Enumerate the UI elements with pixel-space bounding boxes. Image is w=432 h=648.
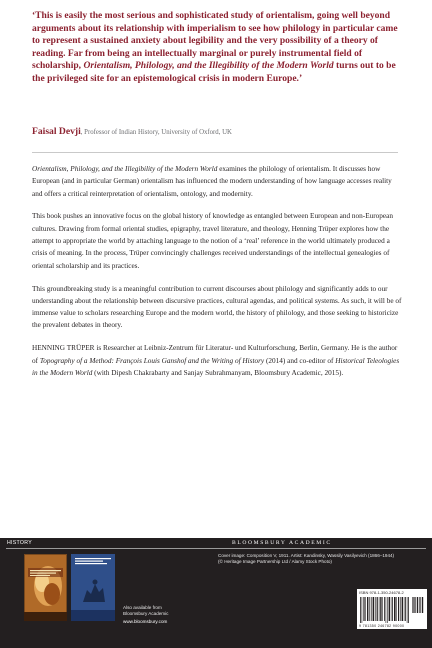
related-book-cover-2 [71,554,115,621]
cover-credit [218,553,428,566]
description-paragraph-2: This book pushes an innovative focus on the global history of knowledge as entangled between European and non-European cultures. Drawing from formal oriental studies, epigraphy, travel literature, and theology, Henning Trüper explores how the attempt to appropriate the world by attaching language to the notion of a ‘real’ reference in the world ultimately produced a crisis of meaning. In the process, Trüper convincingly challenges received understandings of the intellectual genealogies of oriental scholarship and its practices. [32,212,393,270]
quote-text-2: turns out to be the privileged site for an epistemological crisis in modern Europe.’ [32,60,396,84]
endorsement-quote [32,10,404,86]
endorser-role: , Professor of Indian History, University of Oxford, UK [80,129,232,136]
website-link[interactable]: www.bloomsbury.com [123,619,168,624]
bio-book-1: Topography of a Method: François Louis Ganshof and the Writing of History [39,356,265,365]
book-description [32,163,404,390]
barcode [357,589,427,629]
book-cover-image-1 [24,554,67,621]
footer-rule [6,548,426,549]
publisher-name: BLOOMSBURY ACADEMIC [232,540,332,546]
also-available-label: Also available from Bloomsbury Academic [123,605,169,616]
endorser-name: Faisal Devji [32,126,81,137]
quote-book-title: Orientalism, Philology, and the Illegibility of the Modern World [83,60,334,72]
cover-credit-line: Cover image: Composition V, 1911. Artist: Kandinsky, Wassily Vasilyevich (1866–1944) [218,553,395,558]
section-divider [32,152,398,153]
bio-book-2: Historical Teleologies in the Modern World [32,356,400,377]
description-book-title: Orientalism, Philology, and the Illegibility of the Modern World [32,165,218,173]
bio-text-2: (2014) and co-editor of [264,356,336,365]
price-code: 90000 [392,624,405,628]
description-text-1: examines the philology of orientalism. It discusses how European (and in particular German) orientalism has influenced the modern understanding of how language accesses reality and offers a critical reinterpretation of orientalism, ontology, and modernity. [32,165,392,198]
related-book-cover-1 [24,554,67,621]
author-bio [32,342,404,379]
quote-attribution [32,126,412,138]
barcode-digits: 9 781350 246782 [359,624,392,628]
bio-text-3: (with Dipesh Chakrabarty and Sanjay Subrahmanyam, Bloomsbury Academic, 2015). [92,368,344,377]
quote-text-1: ‘This is easily the most serious and sophisticated study of orientalism, going well beyond arguments about its relationship with imperialism to see how philology in particular came to represent a sustained anxiety about legibility and the very possibility of a theory of reading. Far from being an intellectually marginal or purely instrumental field of scholarship, [32,10,398,72]
book-cover-image-2 [71,554,115,621]
author-name: HENNING TRÜPER [32,344,95,353]
bio-text-1: is Researcher at Leibniz-Zentrum für Literatur- und Kulturforschung, Berlin, Germany. He is the author of [32,344,398,365]
barcode-image [357,589,427,629]
barcode-number [359,624,404,628]
description-paragraph-1 [32,163,404,200]
category-label: HISTORY [7,540,32,546]
description-paragraph-3: This groundbreaking study is a meaningful contribution to current discourses about philology and significantly adds to our understanding about the relationship between discursive practices, cultural agendas, and political systems. As such, it will be of immense value to scholars researching Europe and the modern world, the history of philology, and those seeking to historicize the prevalent debates in theory. [32,284,402,330]
copyright-line: (© Heritage Image Partnership Ltd / Alamy Stock Photo) [218,559,332,565]
isbn-label: ISBN 978-1-350-24678-2 [359,590,404,595]
